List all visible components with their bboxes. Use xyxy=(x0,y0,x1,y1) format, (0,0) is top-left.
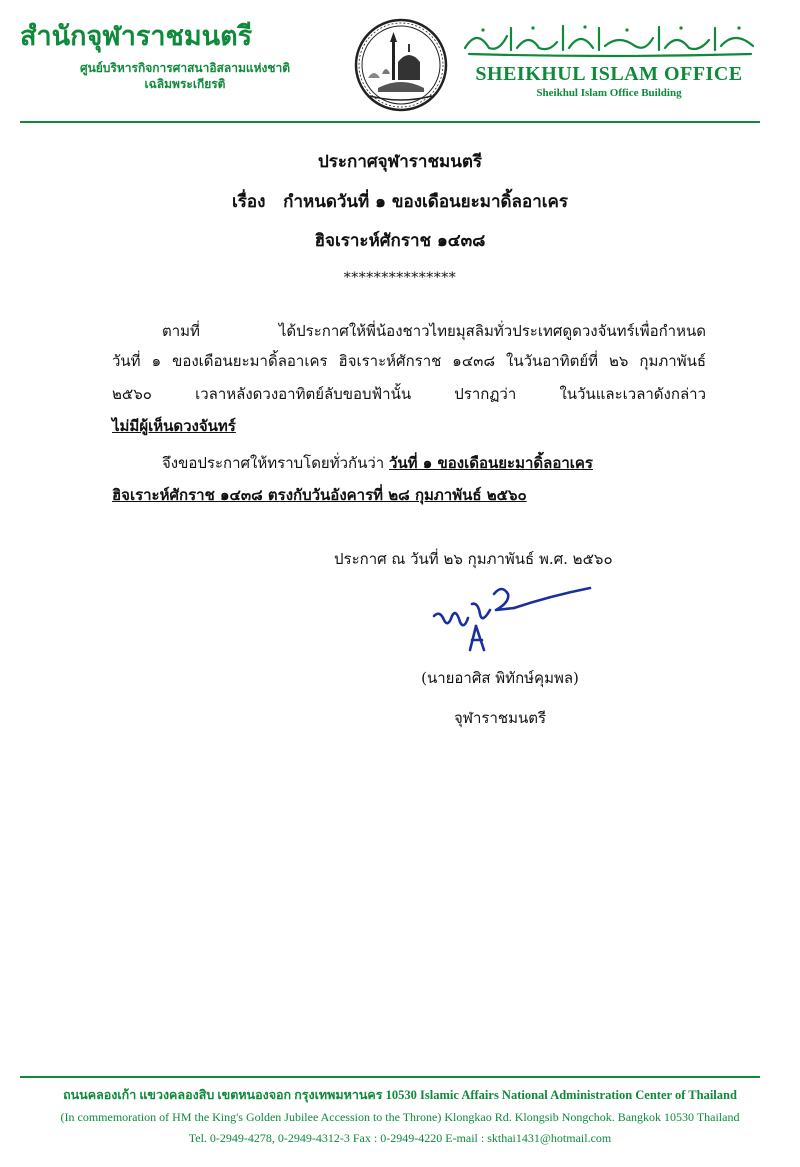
declaration-prefix: จึงขอประกาศให้ทราบโดยทั่วกันว่า xyxy=(162,454,385,472)
sighting-result: ไม่มีผู้เห็นดวงจันทร์ xyxy=(112,417,236,435)
subject-label: เรื่อง xyxy=(231,192,266,212)
org-subtitle-thai-1: ศูนย์บริหารกิจการศาสนาอิสลามแห่งชาติ xyxy=(79,61,291,75)
body-result-line xyxy=(112,415,706,437)
separator: *************** xyxy=(343,270,457,286)
org-name-thai: สำนักจุฬาราชมนตรี xyxy=(20,21,253,52)
header-divider xyxy=(20,121,760,123)
footer-address-line: ถนนคลองเก้า แขวงคลองสิบ เขตหนองจอก กรุงเทพมหานคร 10530 Islamic Affairs National Administration Center of Thailand xyxy=(63,1088,737,1102)
declaration-date-part2: ฮิจเราะห์ศักราช ๑๔๓๘ ตรงกับวันอังคารที่ ๒๘ กุมภาพันธ์ ๒๕๖๐ xyxy=(112,486,527,504)
arabic-calligraphy-icon xyxy=(459,22,759,58)
org-subtitle-thai-2: เฉลิมพระเกียรติ xyxy=(144,77,226,91)
announcement-title: ประกาศจุฬาราชมนตรี xyxy=(317,152,483,172)
announcement-date: ประกาศ ณ วันที่ ๒๖ กุมภาพันธ์ พ.ศ. ๒๕๖๐ xyxy=(334,550,613,568)
org-building-english: Sheikhul Islam Office Building xyxy=(536,87,682,99)
signer-name: (นายอาศิส พิทักษ์คุมพล) xyxy=(421,669,579,687)
footer-contact-line: Tel. 0-2949-4278, 0-2949-4312-3 Fax : 0-2949-4220 E-mail : skthai1431@hotmail.com xyxy=(188,1131,612,1145)
declaration-date-part1: วันที่ ๑ ของเดือนยะมาดิ้ลอาเคร xyxy=(389,454,593,472)
body-paragraph1-line1: ตามที่ ได้ประกาศให้พี่น้องชาวไทยมุสลิมทั่วประเทศดูดวงจันทร์เพื่อกำหนด xyxy=(162,322,706,340)
header-english-block xyxy=(454,22,764,100)
footer-commemoration-line: (In commemoration of HM the King's Golden Jubilee Accession to the Throne) Klongkao Rd. Klongsib Nongchok. Bangkok 10530 Thailand xyxy=(60,1110,740,1124)
mosque-emblem-icon xyxy=(354,18,448,112)
announcement-era: ฮิจเราะห์ศักราช ๑๔๓๘ xyxy=(314,231,486,251)
announcement-subject xyxy=(0,190,800,214)
subject-text: กำหนดวันที่ ๑ ของเดือนยะมาดิ้ลอาเคร xyxy=(283,192,569,212)
signer-title: จุฬาราชมนตรี xyxy=(453,709,547,727)
header-thai-block xyxy=(20,20,350,92)
body-paragraph2-line2 xyxy=(112,484,706,506)
body-paragraph1-line3: ๒๕๖๐ เวลาหลังดวงอาทิตย์ลับขอบฟ้านั้น ปรากฏว่า ในวันและเวลาดังกล่าว xyxy=(112,385,706,403)
org-name-english: SHEIKHUL ISLAM OFFICE xyxy=(475,63,743,85)
handwritten-signature-icon xyxy=(430,580,595,655)
body-paragraph1-line2: วันที่ ๑ ของเดือนยะมาดิ้ลอาเคร ฮิจเราะห์ศักราช ๑๔๓๘ ในวันอาทิตย์ที่ ๒๖ กุมภาพันธ์ xyxy=(112,352,706,370)
body-paragraph2-line1 xyxy=(112,452,706,474)
footer-divider xyxy=(20,1076,760,1078)
